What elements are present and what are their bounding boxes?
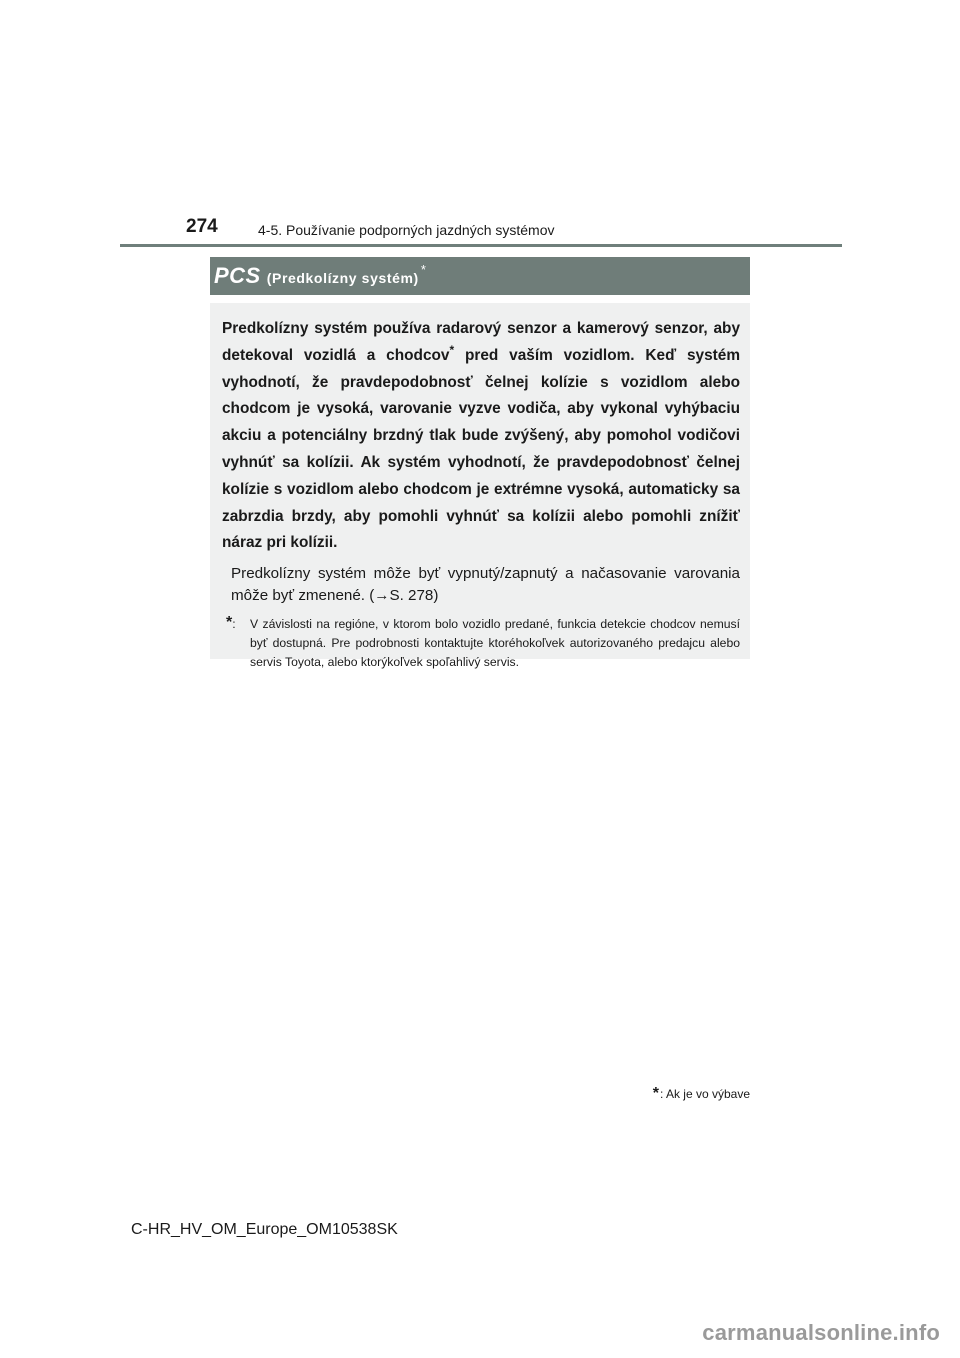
asterisk-icon: * — [226, 614, 233, 632]
setting-note: Predkolízny systém môže byť vypnutý/zapnutý a načasovanie varovania môže byť zmenené. (→S. 278) — [231, 565, 740, 605]
availability-text: : Ak je vo výbave — [659, 1087, 750, 1101]
section-title-bar — [210, 257, 750, 295]
footnote-colon: : — [232, 617, 236, 632]
section-title-sub: (Predkolízny systém) — [266, 270, 419, 286]
asterisk-icon: * — [652, 1085, 659, 1102]
section-title-main: PCS — [214, 263, 261, 288]
footnote-text: V závislosti na regióne, v ktorom bolo vozidlo predané, funkcia detekcie chodcov nemusí byť dostupná. Pre podrobnosti kontaktujte ktoréhokoľvek autorizovaného predajcu alebo servis Toyota, alebo ktorýkoľvek spoľahlivý servis. — [250, 617, 740, 670]
chapter-title: 4-5. Používanie podporných jazdných systémov — [258, 222, 555, 238]
document-id: C-HR_HV_OM_Europe_OM10538SK — [131, 1221, 398, 1238]
footnote — [226, 615, 740, 672]
asterisk-icon: * — [449, 342, 455, 357]
header-divider — [120, 244, 842, 247]
watermark: carmanualsonline.info — [702, 1320, 940, 1345]
intro-paragraph — [222, 316, 740, 557]
asterisk-icon: * — [420, 261, 426, 277]
footnote-marker — [226, 615, 250, 672]
intro-text-part2: pred vaším vozidlom. Keď systém vyhodnotí, že pravdepodobnosť čelnej kolízie s vozidlom alebo chodcom je vysoká, varovanie vyzve vodiča, aby vykonal vyhýbaciu akciu a potenciálny brzdný tlak bude zvýšený, aby pomohol vodičovi vyhnúť sa kolízii. Ak systém vyhodnotí, že pravdepodobnosť čelnej kolízie s vozidlom alebo chodcom je extrémne vysoká, automaticky sa zabrzdia brzdy, aby pomohli vyhnúť sa kolízii alebo pomohli znížiť náraz pri kolízii. — [222, 346, 740, 552]
content-box — [210, 303, 750, 670]
availability-note — [653, 1085, 750, 1103]
page-number: 274 — [186, 216, 218, 237]
intro-text-part1: Predkolízny systém používa radarový senzor a kamerový senzor, aby detekoval vozidlá a chodcov — [222, 320, 740, 364]
